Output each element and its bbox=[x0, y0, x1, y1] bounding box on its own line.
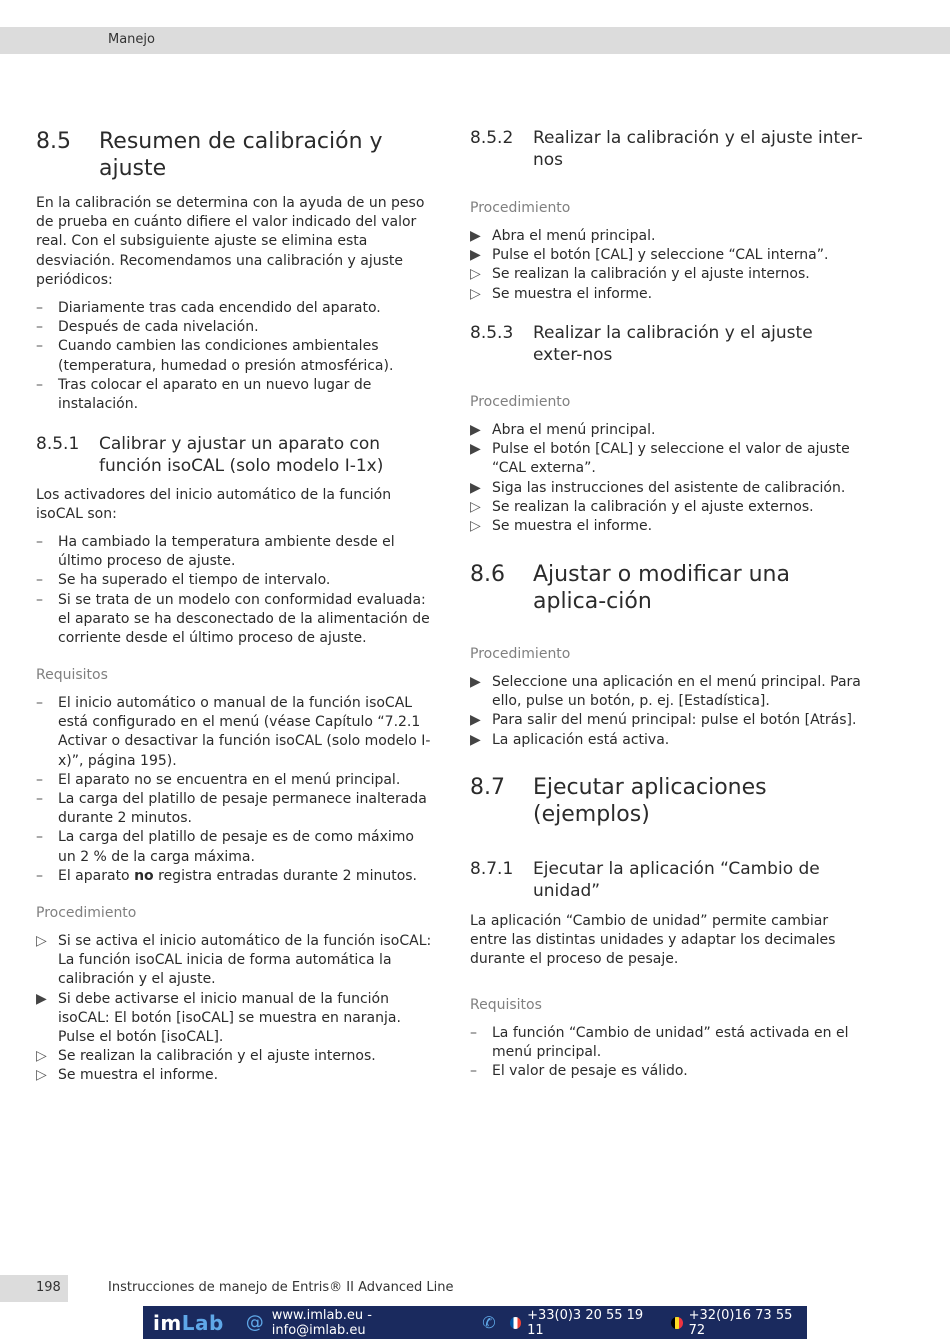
list-item: ▶ La aplicación está activa. bbox=[470, 731, 870, 750]
list-item: ▷ Se realizan la calibración y el ajuste externos. bbox=[470, 498, 870, 517]
filled-triangle-icon: ▶ bbox=[36, 990, 47, 1007]
list-item: ▷ Se muestra el informe. bbox=[470, 517, 870, 536]
heading-title: Resumen de calibración y ajuste bbox=[99, 129, 383, 181]
list-item: – El aparato no registra entradas durante 2 minutos. bbox=[36, 867, 436, 886]
list-item: ▷ Se realizan la calibración y el ajuste internos. bbox=[470, 265, 870, 284]
heading-number: 8.5.3 bbox=[470, 323, 514, 343]
unit-change-intro: La aplicación “Cambio de unidad” permite cambiar entre las distintas unidades y adaptar los decimales durante el proceso de pesaje. bbox=[470, 913, 836, 968]
emphasis-no: no bbox=[134, 867, 154, 884]
heading-8-5-3 bbox=[470, 322, 865, 366]
list-item: ▷ Se muestra el informe. bbox=[36, 1066, 436, 1085]
list-item: – Si se trata de un modelo con conformidad evaluada: el aparato se ha desconectado de la alimentación de corriente desde el último proceso de ajuste. bbox=[36, 591, 436, 649]
contact-web-email[interactable]: www.imlab.eu - info@imlab.eu bbox=[271, 1307, 372, 1338]
list-item: ▷ Se realizan la calibración y el ajuste internos. bbox=[36, 1047, 436, 1066]
requisitos-label: Requisitos bbox=[36, 667, 108, 683]
unit-change-requisitos bbox=[470, 1024, 870, 1082]
filled-triangle-icon: ▶ bbox=[470, 479, 481, 496]
page-header bbox=[0, 27, 950, 54]
list-item: ▶ Si debe activarse el inicio manual de la función isoCAL: El botón [isoCAL] se muestra en naranja. Pulse el botón [isoCAL]. bbox=[36, 990, 436, 1048]
filled-triangle-icon: ▶ bbox=[470, 731, 481, 748]
dash-marker: – bbox=[36, 319, 43, 336]
dash-marker: – bbox=[36, 829, 43, 846]
procedimiento-label: Procedimiento bbox=[470, 394, 571, 410]
outline-triangle-icon: ▷ bbox=[36, 933, 47, 949]
heading-number: 8.5.1 bbox=[36, 434, 80, 454]
dash-marker: – bbox=[36, 572, 43, 589]
page-number: 198 bbox=[36, 1280, 61, 1295]
france-flag-icon bbox=[510, 1317, 521, 1329]
list-item: – El inicio automático o manual de la función isoCAL está configurado en el menú (véase Capítulo “7.2.1 Activar o desactivar la función isoCAL (solo modelo I-x)”, página 195). bbox=[36, 694, 436, 771]
procedimiento-list bbox=[36, 932, 436, 1086]
page-number-box bbox=[0, 1275, 68, 1302]
dash-marker: – bbox=[470, 1025, 477, 1041]
heading-8-5-2 bbox=[470, 127, 865, 171]
list-item: – Ha cambiado la temperatura ambiente desde el último proceso de ajuste. bbox=[36, 533, 436, 571]
belgium-flag-icon bbox=[671, 1317, 682, 1329]
heading-number: 8.7 bbox=[470, 775, 505, 800]
internal-calibration-steps bbox=[470, 227, 870, 304]
list-item: ▷ Si se activa el inicio automático de la función isoCAL: La función isoCAL inicia de forma automática la calibración y el ajuste. bbox=[36, 932, 436, 990]
dash-marker: – bbox=[36, 376, 43, 393]
heading-8-5 bbox=[36, 128, 436, 182]
list-item: ▶ Abra el menú principal. bbox=[470, 421, 870, 440]
external-calibration-steps bbox=[470, 421, 870, 536]
list-item: – Se ha superado el tiempo de intervalo. bbox=[36, 571, 436, 590]
intro-paragraph: En la calibración se determina con la ayuda de un peso de prueba en cuánto difiere el valor indicado del valor real. Con el subsiguiente ajuste se elimina esta desviación. Recomendamos una calibración y ajuste periódicos: bbox=[36, 195, 425, 288]
list-item: ▷ Se muestra el informe. bbox=[470, 285, 870, 304]
list-item: ▶ Pulse el botón [CAL] y seleccione el valor de ajuste “CAL externa”. bbox=[470, 440, 870, 478]
heading-number: 8.5 bbox=[36, 129, 71, 154]
filled-triangle-icon: ▶ bbox=[470, 228, 481, 244]
heading-number: 8.7.1 bbox=[470, 859, 514, 879]
list-item: – Tras colocar el aparato en un nuevo lugar de instalación. bbox=[36, 376, 436, 414]
heading-title: Ejecutar aplicaciones (ejemplos) bbox=[533, 775, 767, 827]
requisitos-list bbox=[36, 694, 436, 886]
list-item: – Después de cada nivelación. bbox=[36, 318, 436, 337]
filled-triangle-icon: ▶ bbox=[470, 441, 481, 458]
phone-france[interactable]: +33(0)3 20 55 19 11 bbox=[527, 1307, 644, 1338]
list-item: ▶ Seleccione una aplicación en el menú principal. Para ello, pulse un botón, p. ej. [Estadística]. bbox=[470, 673, 870, 711]
heading-title: Realizar la calibración y el ajuste inter-nos bbox=[533, 128, 863, 170]
isocal-intro: Los activadores del inicio automático de la función isoCAL son: bbox=[36, 487, 392, 523]
footer-document-title: Instrucciones de manejo de Entris® II Advanced Line bbox=[108, 1280, 454, 1295]
outline-triangle-icon: ▷ bbox=[470, 498, 481, 515]
contact-banner bbox=[143, 1306, 807, 1339]
list-item: – La carga del platillo de pesaje es de como máximo un 2 % de la carga máxima. bbox=[36, 828, 436, 866]
dash-marker: – bbox=[36, 338, 43, 355]
filled-triangle-icon: ▶ bbox=[470, 712, 481, 729]
heading-8-5-1 bbox=[36, 433, 436, 477]
list-item: – El valor de pesaje es válido. bbox=[470, 1062, 870, 1081]
list-item: ▶ Siga las instrucciones del asistente de calibración. bbox=[470, 479, 870, 498]
dash-marker: – bbox=[36, 771, 43, 788]
calibration-frequency-list bbox=[36, 299, 436, 414]
list-item: ▶ Pulse el botón [CAL] y seleccione “CAL interna”. bbox=[470, 246, 870, 265]
heading-title: Ejecutar la aplicación “Cambio de unidad” bbox=[533, 859, 820, 901]
requisitos-label: Requisitos bbox=[470, 997, 542, 1013]
heading-number: 8.5.2 bbox=[470, 128, 514, 148]
isocal-triggers-list bbox=[36, 533, 436, 648]
procedimiento-label: Procedimiento bbox=[36, 905, 137, 921]
phone-icon: ✆ bbox=[482, 1313, 496, 1332]
list-item: – Cuando cambien las condiciones ambientales (temperatura, humedad o presión atmosférica). bbox=[36, 337, 436, 375]
list-item: ▶ Abra el menú principal. bbox=[470, 227, 870, 246]
outline-triangle-icon: ▷ bbox=[470, 285, 481, 302]
dash-marker: – bbox=[36, 534, 43, 550]
heading-title: Realizar la calibración y el ajuste exter-nos bbox=[533, 323, 813, 365]
list-item: – Diariamente tras cada encendido del aparato. bbox=[36, 299, 436, 318]
filled-triangle-icon: ▶ bbox=[470, 247, 481, 264]
dash-marker: – bbox=[36, 300, 43, 316]
header-section-title: Manejo bbox=[108, 32, 155, 47]
at-icon: @ bbox=[245, 1312, 264, 1333]
application-steps bbox=[470, 673, 870, 750]
dash-marker: – bbox=[470, 1063, 477, 1080]
dash-marker: – bbox=[36, 791, 43, 808]
phone-belgium[interactable]: +32(0)16 73 55 72 bbox=[688, 1307, 793, 1338]
filled-triangle-icon: ▶ bbox=[470, 674, 481, 690]
heading-8-7 bbox=[470, 774, 865, 828]
outline-triangle-icon: ▷ bbox=[36, 1048, 47, 1065]
procedimiento-label: Procedimiento bbox=[470, 646, 571, 662]
heading-number: 8.6 bbox=[470, 562, 505, 587]
heading-8-7-1 bbox=[470, 858, 865, 902]
dash-marker: – bbox=[36, 695, 43, 711]
list-item: – La carga del platillo de pesaje permanece inalterada durante 2 minutos. bbox=[36, 790, 436, 828]
heading-8-6 bbox=[470, 561, 865, 615]
dash-marker: – bbox=[36, 867, 43, 884]
list-item: – El aparato no se encuentra en el menú principal. bbox=[36, 771, 436, 790]
filled-triangle-icon: ▶ bbox=[470, 422, 481, 438]
heading-title: Ajustar o modificar una aplica-ción bbox=[533, 562, 790, 614]
imlab-logo: imLab bbox=[153, 1310, 224, 1335]
outline-triangle-icon: ▷ bbox=[36, 1067, 47, 1084]
outline-triangle-icon: ▷ bbox=[470, 518, 481, 535]
dash-marker: – bbox=[36, 591, 43, 608]
procedimiento-label: Procedimiento bbox=[470, 200, 571, 216]
list-item: ▶ Para salir del menú principal: pulse el botón [Atrás]. bbox=[470, 711, 870, 730]
list-item: – La función “Cambio de unidad” está activada en el menú principal. bbox=[470, 1024, 870, 1062]
heading-title: Calibrar y ajustar un aparato con función isoCAL (solo modelo I-1x) bbox=[99, 434, 384, 476]
outline-triangle-icon: ▷ bbox=[470, 266, 481, 283]
